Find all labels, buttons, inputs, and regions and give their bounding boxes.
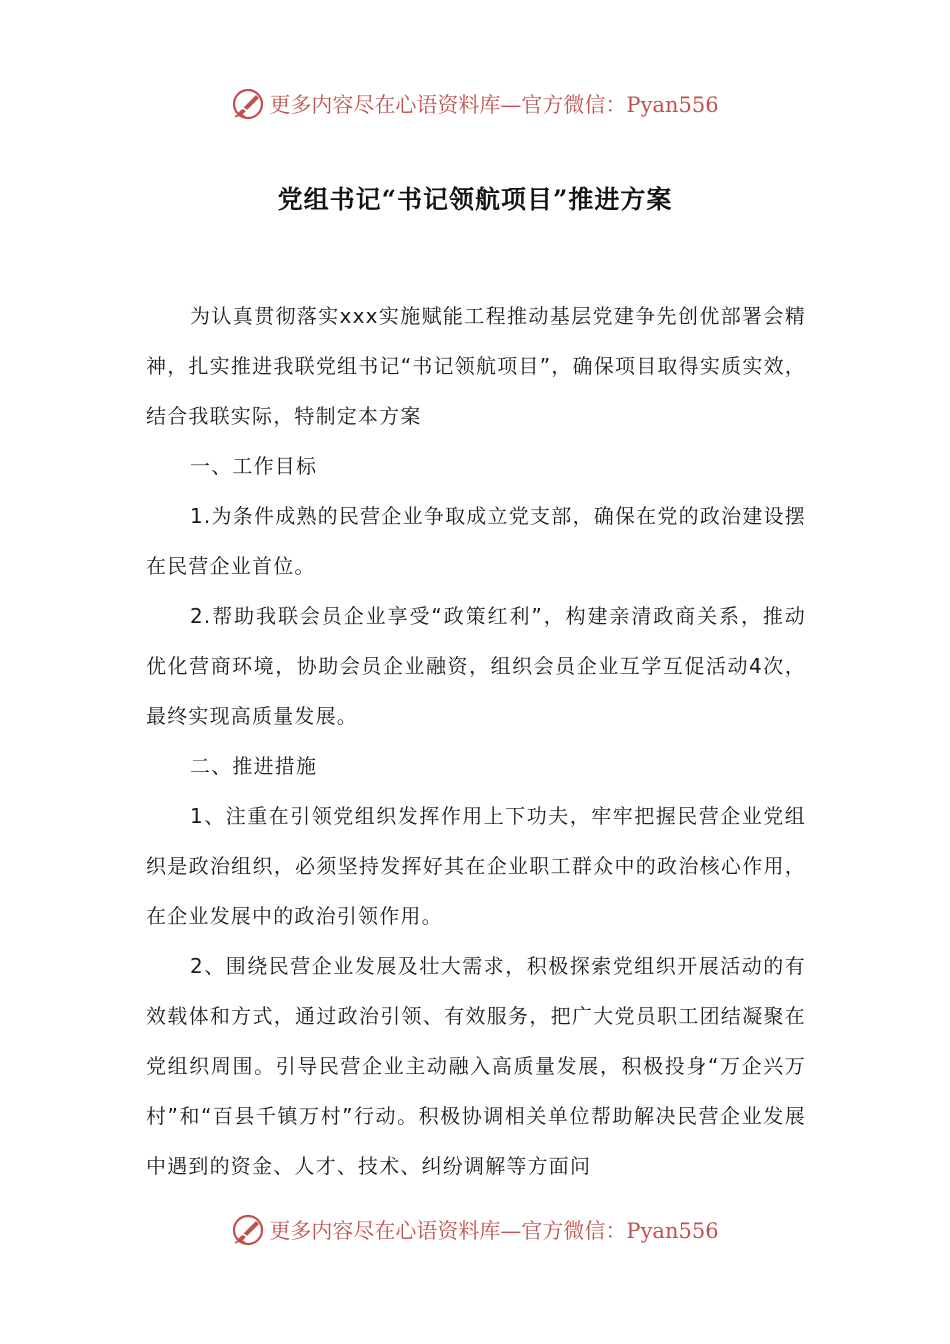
watermark-text: 更多内容尽在心语资料库—官方微信：Pyan556	[269, 93, 719, 117]
header-watermark	[0, 84, 950, 124]
paragraph-intro: 为认真贯彻落实xxx实施赋能工程推动基层党建争先创优部署会精神，扎实推进我联党组书记“书记领航项目”，确保项目取得实质实效，结合我联实际，特制定本方案	[146, 304, 806, 428]
paragraph-measure-2: 2、围绕民营企业发展及壮大需求，积极探索党组织开展活动的有效载体和方式，通过政治引领、有效服务，把广大党员职工团结凝聚在党组织周围。引导民营企业主动融入高质量发展，积极投身“万企兴万村”和“百县千镇万村”行动。积极协调相关单位帮助解决民营企业发展中遇到的资金、人才、技术、纠纷调解等方面问	[146, 954, 806, 1178]
paragraph-goal-2: 2.帮助我联会员企业享受“政策红利”，构建亲清政商关系，推动优化营商环境，协助会员企业融资，组织会员企业互学互促活动4次，最终实现高质量发展。	[146, 604, 806, 728]
pen-logo-icon	[231, 1213, 265, 1247]
heading-goals: 一、工作目标	[190, 454, 318, 478]
paragraph-measure-1: 1、注重在引领党组织发挥作用上下功夫，牢牢把握民营企业党组织是政治组织，必须坚持发挥好其在企业职工群众中的政治核心作用，在企业发展中的政治引领作用。	[146, 804, 806, 928]
watermark-text: 更多内容尽在心语资料库—官方微信：Pyan556	[269, 1219, 719, 1243]
document-title: 党组书记“书记领航项目”推进方案	[277, 185, 673, 214]
pen-logo-icon	[231, 87, 265, 121]
footer-watermark	[0, 1210, 950, 1250]
document-body	[146, 291, 806, 1191]
paragraph-goal-1: 1.为条件成熟的民营企业争取成立党支部，确保在党的政治建设摆在民营企业首位。	[146, 504, 806, 578]
heading-measures: 二、推进措施	[190, 754, 318, 778]
